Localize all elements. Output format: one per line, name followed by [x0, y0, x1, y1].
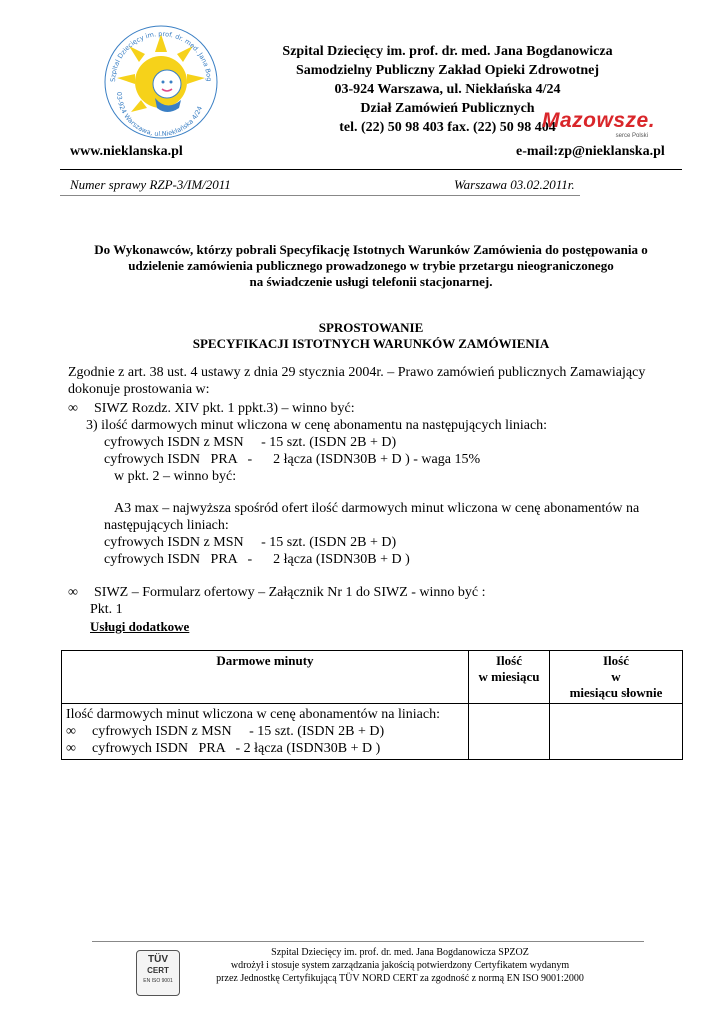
table-cell-quantity-words: [550, 704, 683, 760]
bullet-2: [68, 584, 688, 635]
footer-text: [190, 946, 610, 985]
intro-line-2: dokonuje prostowania w:: [68, 382, 210, 397]
mazowsze-wordmark: Mazowsze.: [542, 109, 656, 132]
tuv-cert-logo: [136, 950, 180, 996]
bullet-1: [68, 400, 688, 485]
table-row-item-1: cyfrowych ISDN z MSN - 15 szt. (ISDN 2B + D): [92, 724, 385, 739]
intro-line-1: Zgodnie z art. 38 ust. 4 ustawy z dnia 29 stycznia 2004r. – Prawo zamówień publicznych Zamawiający: [68, 365, 646, 380]
addressee-line-3: na świadczenie usługi telefonii stacjonarnej.: [249, 274, 493, 289]
email-link[interactable]: e-mail:zp@nieklanska.pl: [516, 144, 665, 159]
place-date: Warszawa 03.02.2011r.: [454, 177, 575, 192]
table-header-cell: Darmowe minuty: [62, 651, 469, 704]
table-cell-description: [62, 704, 469, 760]
meta-rule: [60, 195, 580, 196]
logo-ring-text-bottom: 03-924 Warszawa, ul.Niekłańska 4/24: [114, 91, 205, 139]
case-number: Numer sprawy RZP-3/IM/2011: [70, 177, 231, 192]
bullet-symbol: ∞: [68, 401, 78, 416]
a3-paragraph: [68, 500, 688, 568]
bullet-1-line-4: w pkt. 2 – winno być:: [114, 469, 237, 484]
bullet-2-title: SIWZ – Formularz ofertowy – Załącznik Nr 1 do SIWZ - winno być :: [94, 585, 486, 600]
mazowsze-tagline: serce Polski: [615, 133, 648, 139]
body-intro: [68, 364, 688, 398]
a3-line-4: cyfrowych ISDN PRA - 2 łącza (ISDN30B + D ): [104, 552, 410, 567]
bullet-1-line-2: cyfrowych ISDN z MSN - 15 szt. (ISDN 2B + D): [104, 435, 397, 450]
header-rule: [60, 169, 682, 170]
table-row-item-2: cyfrowych ISDN PRA - 2 łącza (ISDN30B + D ): [92, 741, 381, 756]
hospital-logo: [95, 12, 223, 140]
title-line-1: SPROSTOWANIE: [318, 320, 424, 335]
table-cell-quantity: [469, 704, 550, 760]
free-minutes-table: [61, 650, 683, 760]
website-link[interactable]: www.nieklanska.pl: [70, 144, 183, 159]
a3-line-3: cyfrowych ISDN z MSN - 15 szt. (ISDN 2B + D): [104, 535, 397, 550]
header-line-2: Samodzielny Publiczny Zakład Opieki Zdrowotnej: [295, 63, 600, 78]
bullet-1-line-3: cyfrowych ISDN PRA - 2 łącza (ISDN30B + D ) - waga 15%: [104, 452, 481, 467]
title-line-2: SPECYFIKACJI ISTOTNYCH WARUNKÓW ZAMÓWIENIA: [192, 336, 550, 351]
bullet-1-line-1: 3) ilość darmowych minut wliczona w cenę abonamentu na następujących liniach:: [86, 418, 548, 433]
table-header-cell: Ilość w miesiącu słownie: [550, 651, 683, 704]
table-row-intro: Ilość darmowych minut wliczona w cenę abonamentów na liniach:: [66, 707, 440, 722]
table-header-cell: Ilość w miesiącu: [469, 651, 550, 704]
bullet-2-line-1: Pkt. 1: [90, 602, 123, 617]
header-line-5: tel. (22) 50 98 403 fax. (22) 50 98 404: [339, 120, 556, 135]
footer-rule: [92, 941, 644, 942]
document-title: [60, 320, 682, 352]
addressee-line-1: Do Wykonawców, którzy pobrali Specyfikację Istotnych Warunków Zamówienia do postępowania o: [94, 242, 648, 257]
logo-ring-text-top: Szpital Dziecięcy im. prof. dr. med. Jana Bog: [108, 29, 214, 83]
a3-line-2: następujących liniach:: [104, 518, 229, 533]
bullet-symbol: ∞: [68, 585, 78, 600]
footer-line-1: Szpital Dziecięcy im. prof. dr. med. Jana Bogdanowicza SPZOZ: [271, 947, 529, 958]
addressee-line-2: udzielenie zamówienia publicznego prowadzonego w trybie przetargu nieograniczonego: [128, 258, 614, 273]
table-row: [62, 704, 683, 760]
a3-line-1: A3 max – najwyższa spośród ofert ilość darmowych minut wliczona w cenę abonamentów na: [114, 501, 640, 516]
bullet-symbol: ∞: [66, 741, 76, 756]
addressee: [60, 242, 682, 290]
cert-bottom-text: EN ISO 9001: [143, 978, 173, 984]
cert-top-text: TÜV: [148, 954, 168, 965]
header-line-3: 03-924 Warszawa, ul. Niekłańska 4/24: [334, 82, 561, 97]
bullet-symbol: ∞: [66, 724, 76, 739]
footer-line-3: przez Jednostkę Certyfikującą TÜV NORD CERT za zgodność z normą EN ISO 9001:2000: [216, 973, 584, 984]
services-heading: Usługi dodatkowe: [90, 619, 190, 634]
cert-mid-text: CERT: [147, 966, 169, 975]
bullet-1-title: SIWZ Rozdz. XIV pkt. 1 ppkt.3) – winno być:: [94, 401, 355, 416]
header-line-1: Szpital Dziecięcy im. prof. dr. med. Jana Bogdanowicza: [282, 44, 613, 59]
mazowsze-logo: [542, 110, 662, 142]
header-line-4: Dział Zamówień Publicznych: [360, 101, 535, 116]
table-header-row: [62, 651, 683, 704]
footer-line-2: wdrożył i stosuje system zarządzania jakością potwierdzony Certyfikatem wydanym: [230, 960, 570, 971]
